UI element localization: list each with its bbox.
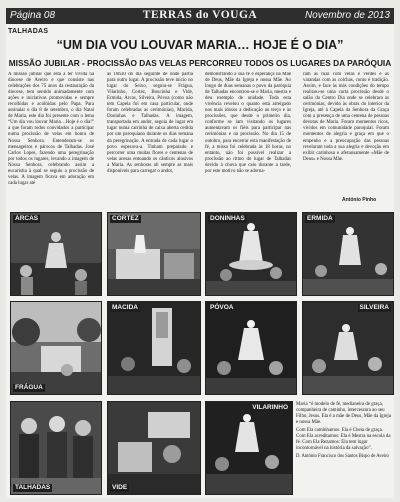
article-column-2 (107, 72, 193, 206)
page-header-bar (6, 8, 394, 24)
quote-text: Com Ela caminhamos. Ela é Cheia de graça. Com Ela acreditamos: Ela é Mestra na escola da fé. Com Ela Rezamos: Ela tem lugar incontornável na história da salvação”. (296, 427, 391, 452)
photo-cortez (107, 212, 201, 296)
photo-caption: ERMIDA (307, 215, 333, 222)
photo-talhadas (10, 401, 102, 495)
photo-caption: MACIDA (112, 304, 138, 311)
photo-caption: VILARINHO (252, 404, 288, 411)
procession-photo (206, 302, 296, 394)
procession-photo (206, 213, 296, 295)
photo-doninhas (205, 212, 297, 296)
photo-caption: SILVEIRA (359, 304, 389, 311)
article-text: às 18h30 do dia seguinte de onde partia para outro lugar. A procissão teve início no lugar do Seixo, seguiu-se Frágua, Vilarinho, Cortez, Boucinha e Vide, Ermida, Arcas, Silveira, Póvoa (como não tem Capela foi em casa particular, onde foram celebradas as cerimónias), Macida, Doninhas e Talhadas. A imagem, transportada em andor, seguia de lugar em lugar numa carrinha de caixa aberta cedida por um paroquiano durante os dias semana da peregrinação. A entrada de cada lugar o povo esperava-a. Tinham preparado e percorrer uma muitas flores e centenas de velas acesas entoando os cânticos alusivos a Maria. As senhoras ali sempre as mais disponíveis para carregar o andor, (107, 72, 193, 174)
photo-arcas (10, 212, 102, 296)
procession-photo (206, 402, 292, 494)
issue-date: Novembro de 2013 (304, 10, 390, 21)
masthead: TERRAS do VOUGA (142, 9, 258, 21)
page-number: Página 08 (10, 10, 56, 21)
procession-photo (11, 213, 101, 295)
procession-photo (108, 213, 200, 295)
photo-silveira (302, 301, 394, 395)
newspaper-page (6, 8, 394, 498)
photo-ermida (302, 212, 394, 296)
procession-photo (108, 302, 200, 394)
section-label: TALHADAS (8, 28, 49, 35)
photo-vilarinho (205, 401, 293, 495)
photo-caption: ARCAS (15, 215, 39, 222)
photo-macida (107, 301, 201, 395)
headline: “UM DIA VOU LOUVAR MARIA… HOJE É O DIA” (56, 38, 344, 52)
quote-text: Maria “é modelo de fé, medianeira de graça, companheira de caminho, intercessora ao seu Filho, Jesus. Ela é a mãe de Deus, Mãe da Igreja e nossa Mãe. (296, 402, 391, 426)
procession-photo (108, 402, 200, 494)
author-signature: António Pinho (342, 197, 377, 203)
procession-photo (11, 302, 101, 394)
photo-caption: FRÁGUA (15, 384, 43, 391)
pull-quote (296, 402, 392, 461)
photo-caption: CORTEZ (112, 215, 139, 222)
article-text: A missão jubilar que está a ter vivida na diocese de Aveiro e que consiste nas celebrações dos 75 anos da restauração da diocese, tem sentido animadamente com ações e iniciativas promovidas e sempre recolhidas e acolhidas pelo Papa. Para assinalar o dia 8 de setembro, o dia Natal de Maria, este dia foi presente com o lema “Um dia vou louvar Maria…Hoje é o dia!” a que foram todos convidados a participar numa procissão de velas em honra de Nossa Senhora. Entenderam-se os mensageiros e párocos de Talhadas. José Carlos Lopes, fazendo uma peregrinação por todos os lugares, levando a imagem de Nossa Senhora, celebrando assim a eucaristia à qual se seguiu a procissão de velas. A imagem ficava em adoração em cada lugar até (8, 72, 94, 186)
procession-photo (303, 213, 393, 295)
photo-povoa (205, 301, 297, 395)
quote-source: D. António Francisco dos Santos Bispo de Aveiro (296, 453, 389, 459)
procession-photo (303, 302, 393, 394)
photo-caption: VIDE (112, 484, 128, 491)
photo-caption: DONINHAS (210, 215, 245, 222)
subheadline: MISSÃO JUBILAR - PROCISSÃO DAS VELAS PERCORREU TODOS OS LUGARES DA PARÓQUIA (8, 58, 392, 68)
photo-caption: TALHADAS (15, 484, 51, 491)
article-column-1 (8, 72, 94, 206)
photo-vide (107, 401, 201, 495)
procession-photo (11, 402, 101, 494)
article-text: demonstrando a sua fé e esperança na Mãe de Deus, Mãe da Igreja e nossa Mãe. Ao longo de duas semanas o povo da paróquia de Talhadas encontrou-se e Maria, mestra e deu exemplo de unidade. Toda esta vivência revelou o quanto está arreigado nos mais idosos a dedicação ao terço e às procissões, que desde o primeiro dia, conforme se iam visitando os lugares aumentavam os fiéis para participar nas cerimónias e na procissão. No dia 15 de outubro, para encerrar esta manifestação de fé, a missa foi celebrada às 18 horas, no entanto, não foi possível realizar a procissão ao ritmo do lugar de Talhadas devido à chuva que caiu durante a tarde, por este motivo não se adorna- (205, 72, 291, 174)
article-text: ram as ruas com velas e verdes e as varandas com as colchas, como é tradição. Assim, e face às más condições do tempo realizou-se uma curta procissão desde o salão do Centro Dia onde se celebrara as cerimónias, devido às obras do interior da Igreja, até à Capela da Senhora da Graça com a presença de uma centena de pessoas devotas de Maria. Foram momentos ricos, vividos em comunidade paroquial. Foram momentos de alegria e graça em que o empenho e a preocupação das pessoas revelaram toda a sua alegria e devoção em exibir carinhosa e afetuosamente «Mãe de Deus» e Nossa Mãe. (303, 72, 389, 162)
photo-fragua (10, 301, 102, 395)
article-column-3 (205, 72, 291, 206)
photo-caption: PÓVOA (210, 304, 234, 311)
article-column-4 (303, 72, 389, 196)
